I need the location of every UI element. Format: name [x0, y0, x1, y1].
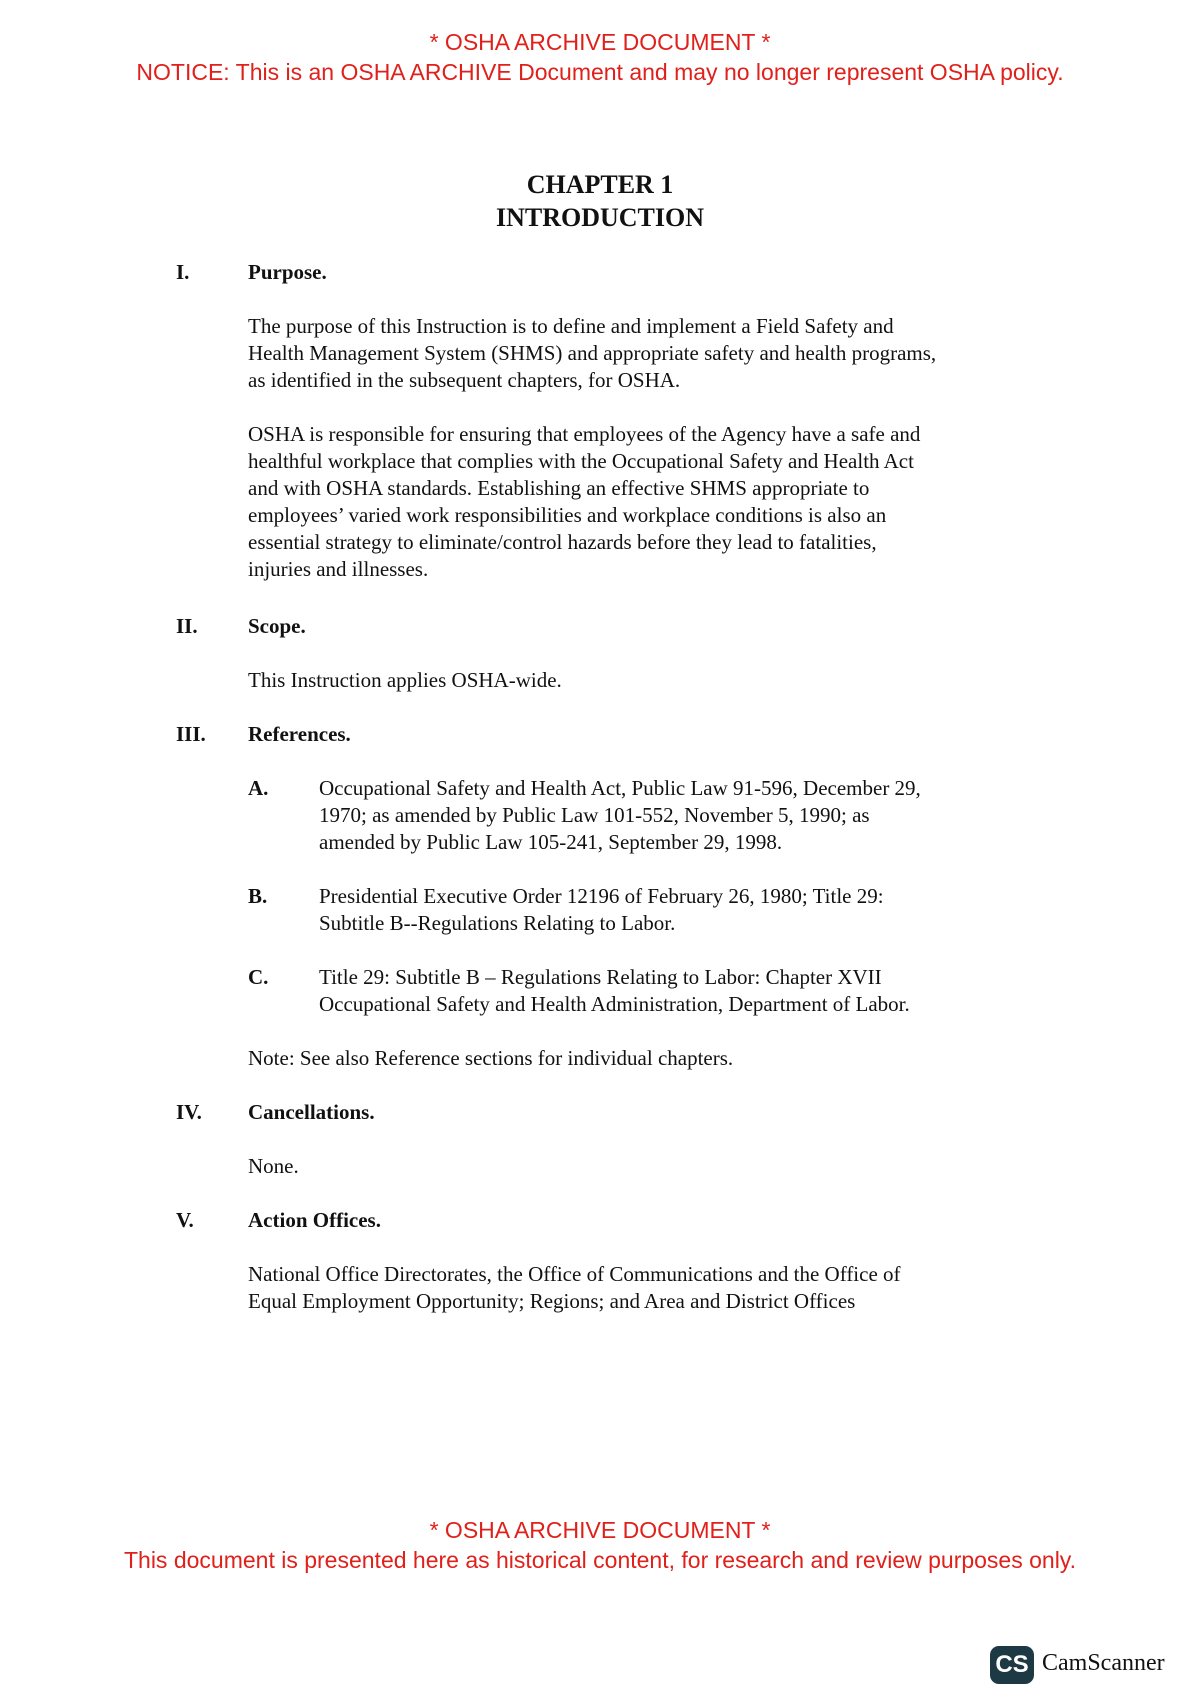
section-number: III. [176, 722, 206, 746]
text-line: Presidential Executive Order 12196 of February 26, 1980; Title 29: [319, 884, 884, 908]
camscanner-watermark: CamScanner [1042, 1650, 1165, 1676]
text-line: National Office Directorates, the Office of Communications and the Office of [248, 1262, 901, 1286]
archive-header [0, 27, 1200, 87]
reference-letter-a: A. [248, 776, 269, 800]
text-line: employees’ varied work responsibilities and workplace conditions is also an [248, 503, 887, 527]
purpose-paragraph-1 [248, 313, 1028, 394]
action-offices-paragraph [248, 1261, 1028, 1315]
section-title-action-offices: Action Offices. [248, 1208, 381, 1232]
reference-letter-c: C. [248, 965, 269, 989]
references-note: Note: See also Reference sections for individual chapters. [248, 1046, 734, 1070]
section-number: IV. [176, 1100, 202, 1124]
text-line: Occupational Safety and Health Administration, Department of Labor. [319, 992, 910, 1016]
scope-paragraph: This Instruction applies OSHA-wide. [248, 668, 562, 692]
footer-notice: This document is presented here as historical content, for research and review purposes only. [123, 1547, 1076, 1573]
section-title-references: References. [248, 722, 351, 746]
text-line: injuries and illnesses. [248, 557, 429, 581]
text-line: amended by Public Law 105-241, September 29, 1998. [319, 830, 783, 854]
section-title-cancellations: Cancellations. [248, 1100, 375, 1124]
text-line: as identified in the subsequent chapters, for OSHA. [248, 368, 681, 392]
text-line: OSHA is responsible for ensuring that employees of the Agency have a safe and [248, 422, 921, 446]
text-line: Subtitle B--Regulations Relating to Labor. [319, 911, 676, 935]
text-line: 1970; as amended by Public Law 101-552, November 5, 1990; as [319, 803, 870, 827]
archive-footer [0, 1515, 1200, 1575]
chapter-number: CHAPTER 1 [526, 170, 674, 199]
reference-letter-b: B. [248, 884, 268, 908]
text-line: Occupational Safety and Health Act, Public Law 91-596, December 29, [319, 776, 921, 800]
text-line: Equal Employment Opportunity; Regions; and Area and District Offices [248, 1289, 856, 1313]
text-line: healthful workplace that complies with the Occupational Safety and Health Act [248, 449, 914, 473]
chapter-heading [0, 168, 1200, 234]
text-line: Title 29: Subtitle B – Regulations Relating to Labor: Chapter XVII [319, 965, 882, 989]
chapter-title: INTRODUCTION [495, 203, 705, 232]
text-line: essential strategy to eliminate/control hazards before they lead to fatalities, [248, 530, 877, 554]
cancellations-paragraph: None. [248, 1154, 299, 1178]
purpose-paragraph-2 [248, 421, 1028, 583]
reference-b-text [319, 883, 1039, 937]
text-line: Health Management System (SHMS) and appropriate safety and health programs, [248, 341, 937, 365]
text-line: The purpose of this Instruction is to define and implement a Field Safety and [248, 314, 894, 338]
section-title-purpose: Purpose. [248, 260, 327, 284]
archive-title: * OSHA ARCHIVE DOCUMENT * [429, 29, 771, 55]
archive-notice: NOTICE: This is an OSHA ARCHIVE Document and may no longer represent OSHA policy. [136, 59, 1064, 85]
text-line: and with OSHA standards. Establishing an effective SHMS appropriate to [248, 476, 870, 500]
camscanner-logo-icon: CS [990, 1646, 1034, 1684]
reference-c-text [319, 964, 1039, 1018]
reference-a-text [319, 775, 1039, 856]
section-number: I. [176, 260, 190, 284]
section-title-scope: Scope. [248, 614, 306, 638]
section-number: II. [176, 614, 198, 638]
footer-archive-title: * OSHA ARCHIVE DOCUMENT * [429, 1517, 771, 1543]
section-number: V. [176, 1208, 194, 1232]
